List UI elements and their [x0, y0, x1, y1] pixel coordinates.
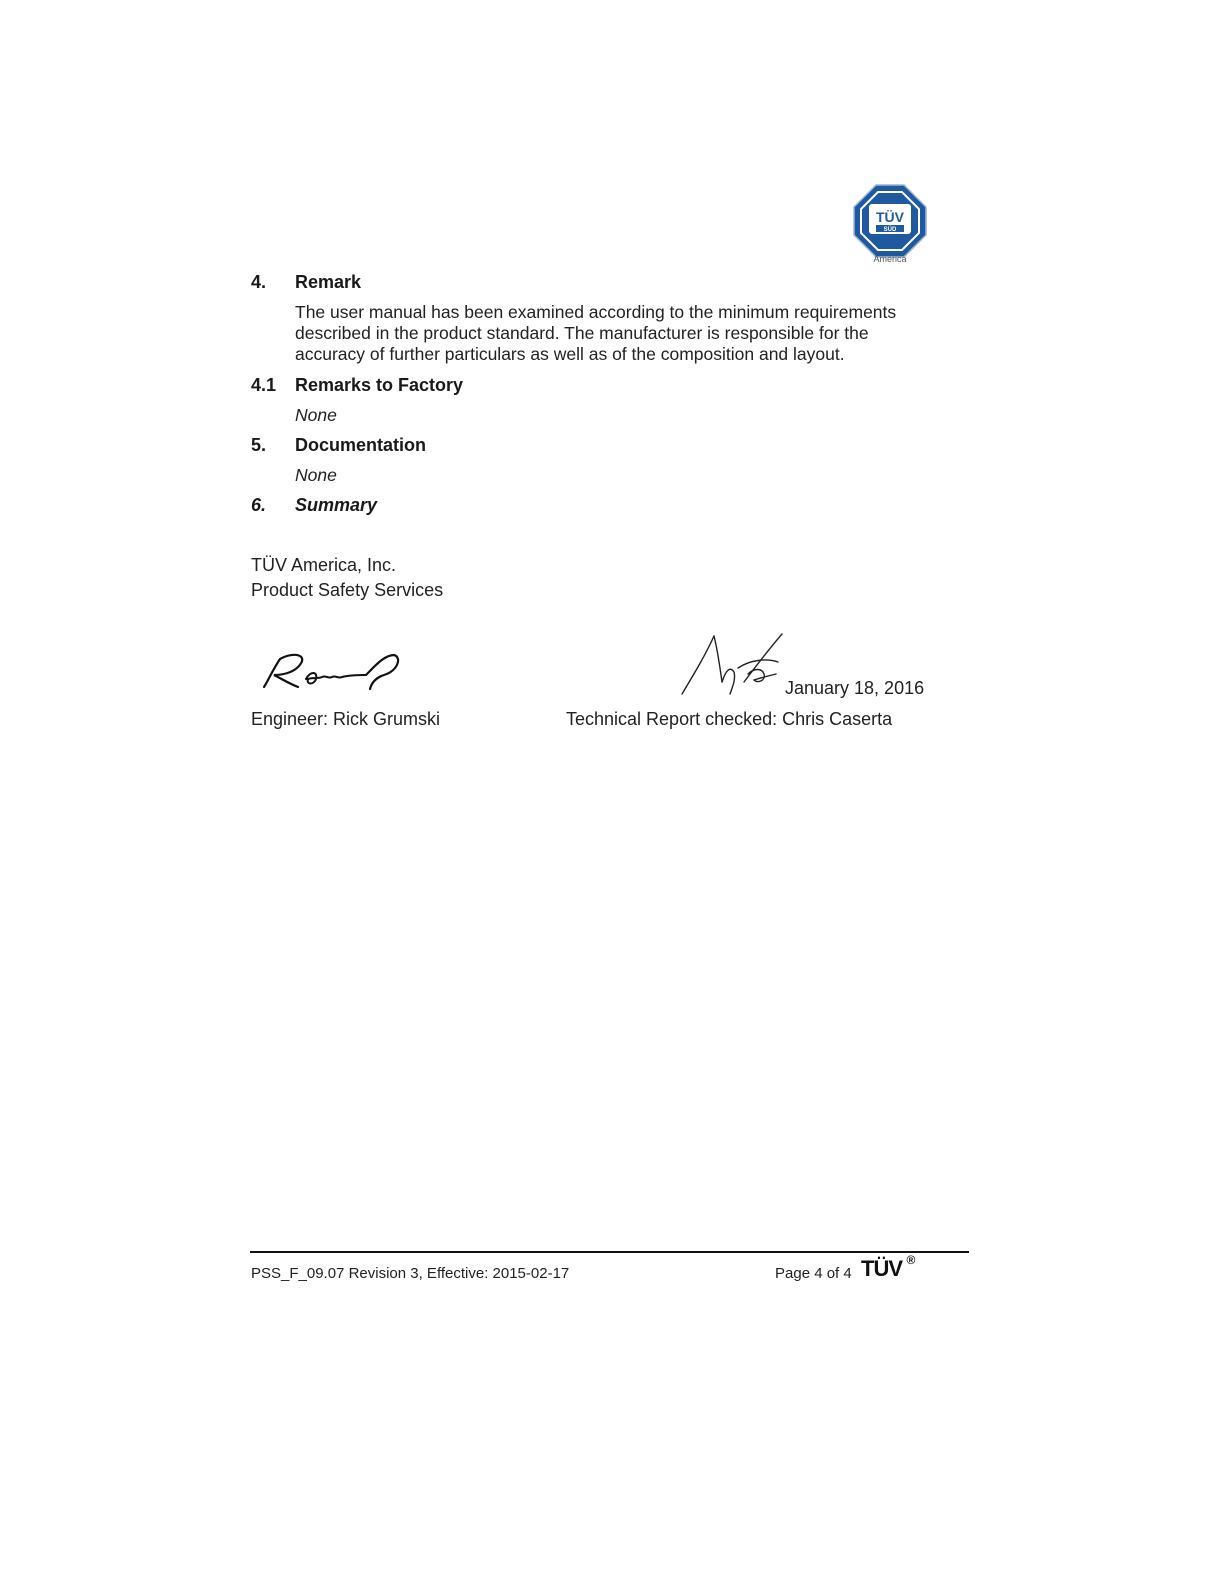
section-4-1-body: None [295, 405, 337, 425]
footer-rule [250, 1251, 969, 1253]
registered-mark-icon: ® [906, 1253, 916, 1267]
company-name: TÜV America, Inc. [251, 555, 397, 575]
section-5-body: None [295, 465, 337, 485]
footer-tuv-mark [861, 1253, 916, 1284]
footer-form-id: PSS_F_09.07 Revision 3, Effective: 2015-02-17 [251, 1265, 570, 1282]
section-5-number: 5. [251, 435, 267, 455]
footer-page-number: Page 4 of 4 [775, 1265, 852, 1282]
checker-label: Technical Report checked: Chris Caserta [566, 709, 893, 729]
svg-text:TÜV: TÜV [876, 209, 904, 225]
section-4-number: 4. [251, 272, 267, 292]
section-4-title: Remark [295, 272, 362, 292]
checker-signature [678, 630, 788, 700]
tuv-octagon-icon [852, 183, 928, 259]
engineer-label: Engineer: Rick Grumski [251, 709, 441, 729]
section-6-number: 6. [251, 495, 267, 515]
section-6-title: Summary [295, 495, 378, 515]
svg-text:SÜD: SÜD [883, 227, 897, 233]
footer-brand: TÜV [861, 1256, 902, 1281]
company-department: Product Safety Services [251, 580, 444, 600]
section-4-body: The user manual has been examined according to the minimum requirements described in the product standard. The manufacturer is responsible for the accuracy of further particulars as well as of the composition and layout. [295, 302, 897, 364]
tuv-sud-logo [852, 183, 928, 269]
logo-caption: America [873, 254, 907, 264]
engineer-signature [258, 645, 408, 695]
section-4-1-number: 4.1 [251, 375, 277, 395]
section-5-title: Documentation [295, 435, 427, 455]
section-4-1-title: Remarks to Factory [295, 375, 464, 395]
signature-date: January 18, 2016 [785, 678, 925, 698]
